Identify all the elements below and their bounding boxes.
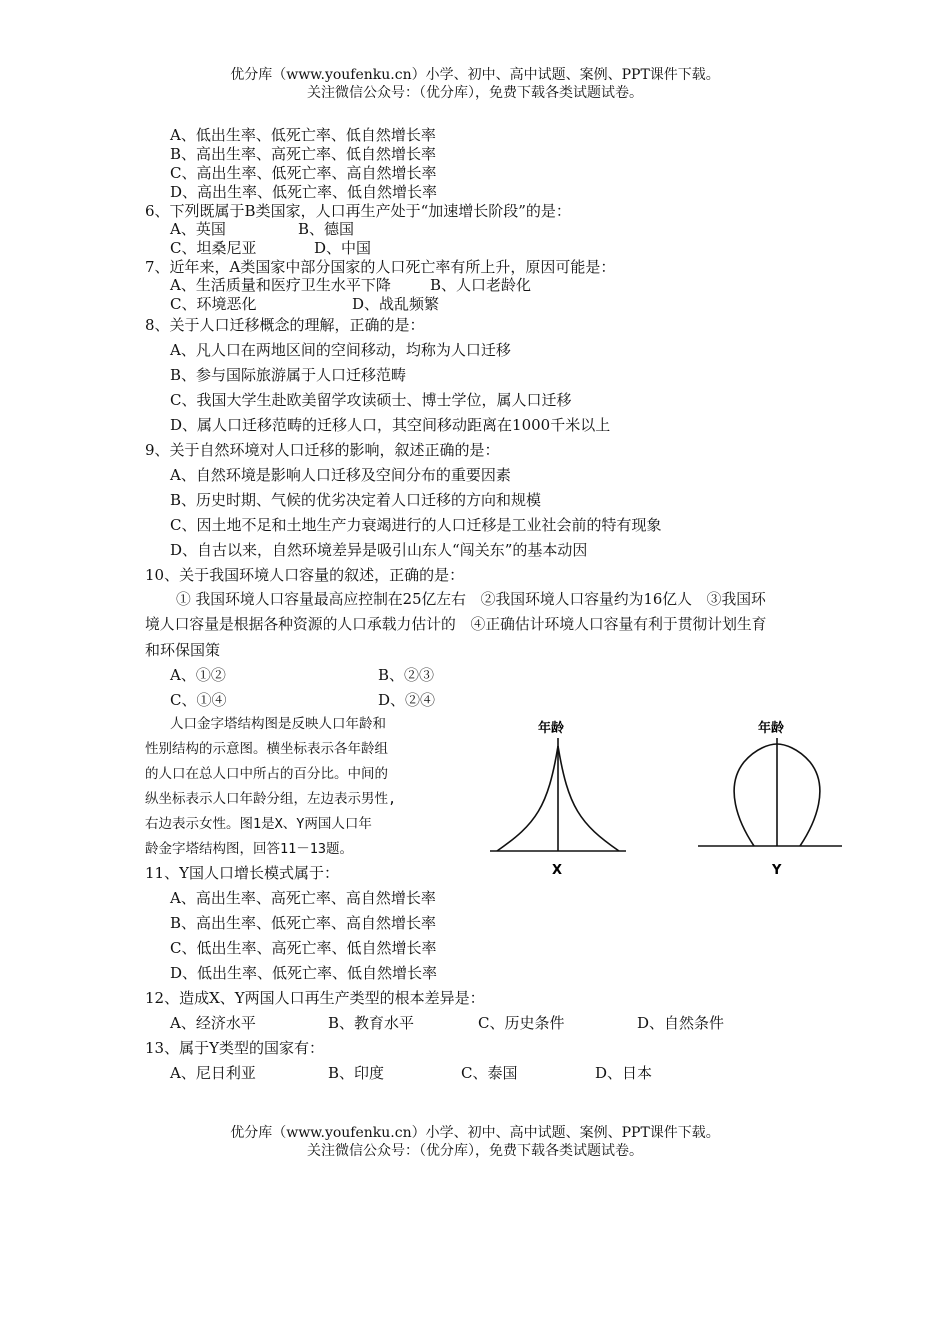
prev-option-d: D、高出生率、低死亡率、低自然增长率 [170, 183, 438, 201]
q13-option-c: C、泰国 [461, 1064, 518, 1082]
q7-option-a: A、生活质量和医疗卫生水平下降 [170, 276, 391, 294]
footer-line-2: 关注微信公众号：（优分库），免费下载各类试题试卷。 [307, 1143, 643, 1159]
header-line-1: 优分库（www.youfenku.cn）小学、初中、高中试题、案例、PPT课件下载。 [230, 67, 720, 83]
intro-line-2: 性别结构的示意图。横坐标表示各年龄组 [145, 741, 388, 757]
intro-line-1: 人口金字塔结构图是反映人口年龄和 [170, 716, 386, 732]
page-footer [0, 1124, 950, 1160]
pyramid-figure-x [486, 712, 636, 882]
q12-option-a: A、经济水平 [170, 1014, 256, 1032]
q8-stem: 8、关于人口迁移概念的理解，正确的是： [145, 316, 425, 334]
q8-option-c: C、我国大学生赴欧美留学攻读硕士、博士学位，属人口迁移 [170, 391, 572, 409]
q8-option-b: B、参与国际旅游属于人口迁移范畴 [170, 366, 407, 384]
page-header [0, 66, 950, 102]
q7-stem: 7、近年来，A类国家中部分国家的人口死亡率有所上升，原因可能是： [145, 258, 616, 276]
figure-x-male-outline [497, 746, 558, 851]
q8-option-a: A、凡人口在两地区间的空间移动，均称为人口迁移 [170, 341, 511, 359]
q6-option-b: B、德国 [298, 220, 355, 238]
q6-option-c: C、坦桑尼亚 [170, 239, 257, 257]
q9-stem: 9、关于自然环境对人口迁移的影响，叙述正确的是： [145, 441, 500, 459]
q6-option-d: D、中国 [314, 239, 372, 257]
q10-option-c: C、①④ [170, 691, 227, 709]
q10-option-b: B、②③ [378, 666, 435, 684]
q12-option-d: D、自然条件 [637, 1014, 725, 1032]
q11-option-b: B、高出生率、低死亡率、高自然增长率 [170, 914, 437, 932]
intro-line-5: 右边表示女性。图1是X、Y两国人口年 [145, 816, 372, 832]
q9-option-c: C、因土地不足和土地生产力衰竭进行的人口迁移是工业社会前的特有现象 [170, 516, 662, 534]
q7-option-b: B、人口老龄化 [430, 276, 532, 294]
figure-y-caption: Y [772, 863, 782, 878]
figure-y-axis-label: 年龄 [758, 721, 785, 736]
q6-option-a: A、英国 [170, 220, 226, 238]
figure-x-axis-label: 年龄 [538, 721, 565, 736]
header-line-2: 关注微信公众号：（优分库），免费下载各类试题试卷。 [307, 85, 643, 101]
q11-option-c: C、低出生率、高死亡率、低自然增长率 [170, 939, 437, 957]
q8-option-d: D、属人口迁移范畴的迁移人口，其空间移动距离在1000千米以上 [170, 416, 611, 434]
intro-line-4: 纵坐标表示人口年龄分组，左边表示男性, [145, 791, 397, 807]
q10-body-line-1: ① 我国环境人口容量最高应控制在25亿左右 ②我国环境人口容量约为16亿人 ③我国环 [176, 591, 766, 608]
q12-stem: 12、造成X、Y两国人口再生产类型的根本差异是： [145, 989, 485, 1007]
q13-stem: 13、属于Y类型的国家有： [145, 1039, 324, 1057]
q10-option-d: D、②④ [378, 691, 436, 709]
pyramid-intro-paragraph [145, 712, 445, 862]
q10-stem: 10、关于我国环境人口容量的叙述，正确的是： [145, 566, 465, 584]
footer-line-1: 优分库（www.youfenku.cn）小学、初中、高中试题、案例、PPT课件下载。 [230, 1125, 720, 1141]
q10-body-line-2: 境人口容量是根据各种资源的人口承载力估计的 ④正确估计环境人口容量有利于贯彻计划生育 [145, 616, 767, 633]
pyramid-figure-y [694, 712, 850, 882]
q10-option-a: A、①② [170, 666, 226, 684]
q11-option-a: A、高出生率、高死亡率、高自然增长率 [170, 889, 436, 907]
q10-body-line-3: 和环保国策 [145, 641, 221, 659]
q11-option-d: D、低出生率、低死亡率、低自然增长率 [170, 964, 438, 982]
q13-option-a: A、尼日利亚 [170, 1064, 256, 1082]
intro-line-3: 的人口在总人口中所占的百分比。中间的 [145, 766, 388, 782]
q7-option-d: D、战乱频繁 [352, 295, 440, 313]
prev-option-a: A、低出生率、低死亡率、低自然增长率 [170, 126, 436, 144]
q13-option-b: B、印度 [328, 1064, 385, 1082]
q11-stem: 11、Y国人口增长模式属于： [145, 864, 339, 882]
q9-option-d: D、自古以来，自然环境差异是吸引山东人“闯关东”的基本动因 [170, 541, 588, 559]
figure-x-female-outline [558, 746, 619, 851]
intro-line-6: 龄金字塔结构图，回答11－13题。 [145, 841, 354, 857]
q7-option-c: C、环境恶化 [170, 295, 257, 313]
prev-option-c: C、高出生率、低死亡率、高自然增长率 [170, 164, 437, 182]
q9-option-a: A、自然环境是影响人口迁移及空间分布的重要因素 [170, 466, 511, 484]
q12-option-c: C、历史条件 [478, 1014, 565, 1032]
q13-option-d: D、日本 [595, 1064, 653, 1082]
prev-option-b: B、高出生率、高死亡率、低自然增长率 [170, 145, 437, 163]
q9-option-b: B、历史时期、气候的优劣决定着人口迁移的方向和规模 [170, 491, 542, 509]
figure-x-caption: X [552, 863, 563, 878]
q12-option-b: B、教育水平 [328, 1014, 415, 1032]
q6-stem: 6、下列既属于B类国家，人口再生产处于“加速增长阶段”的是： [145, 202, 571, 220]
